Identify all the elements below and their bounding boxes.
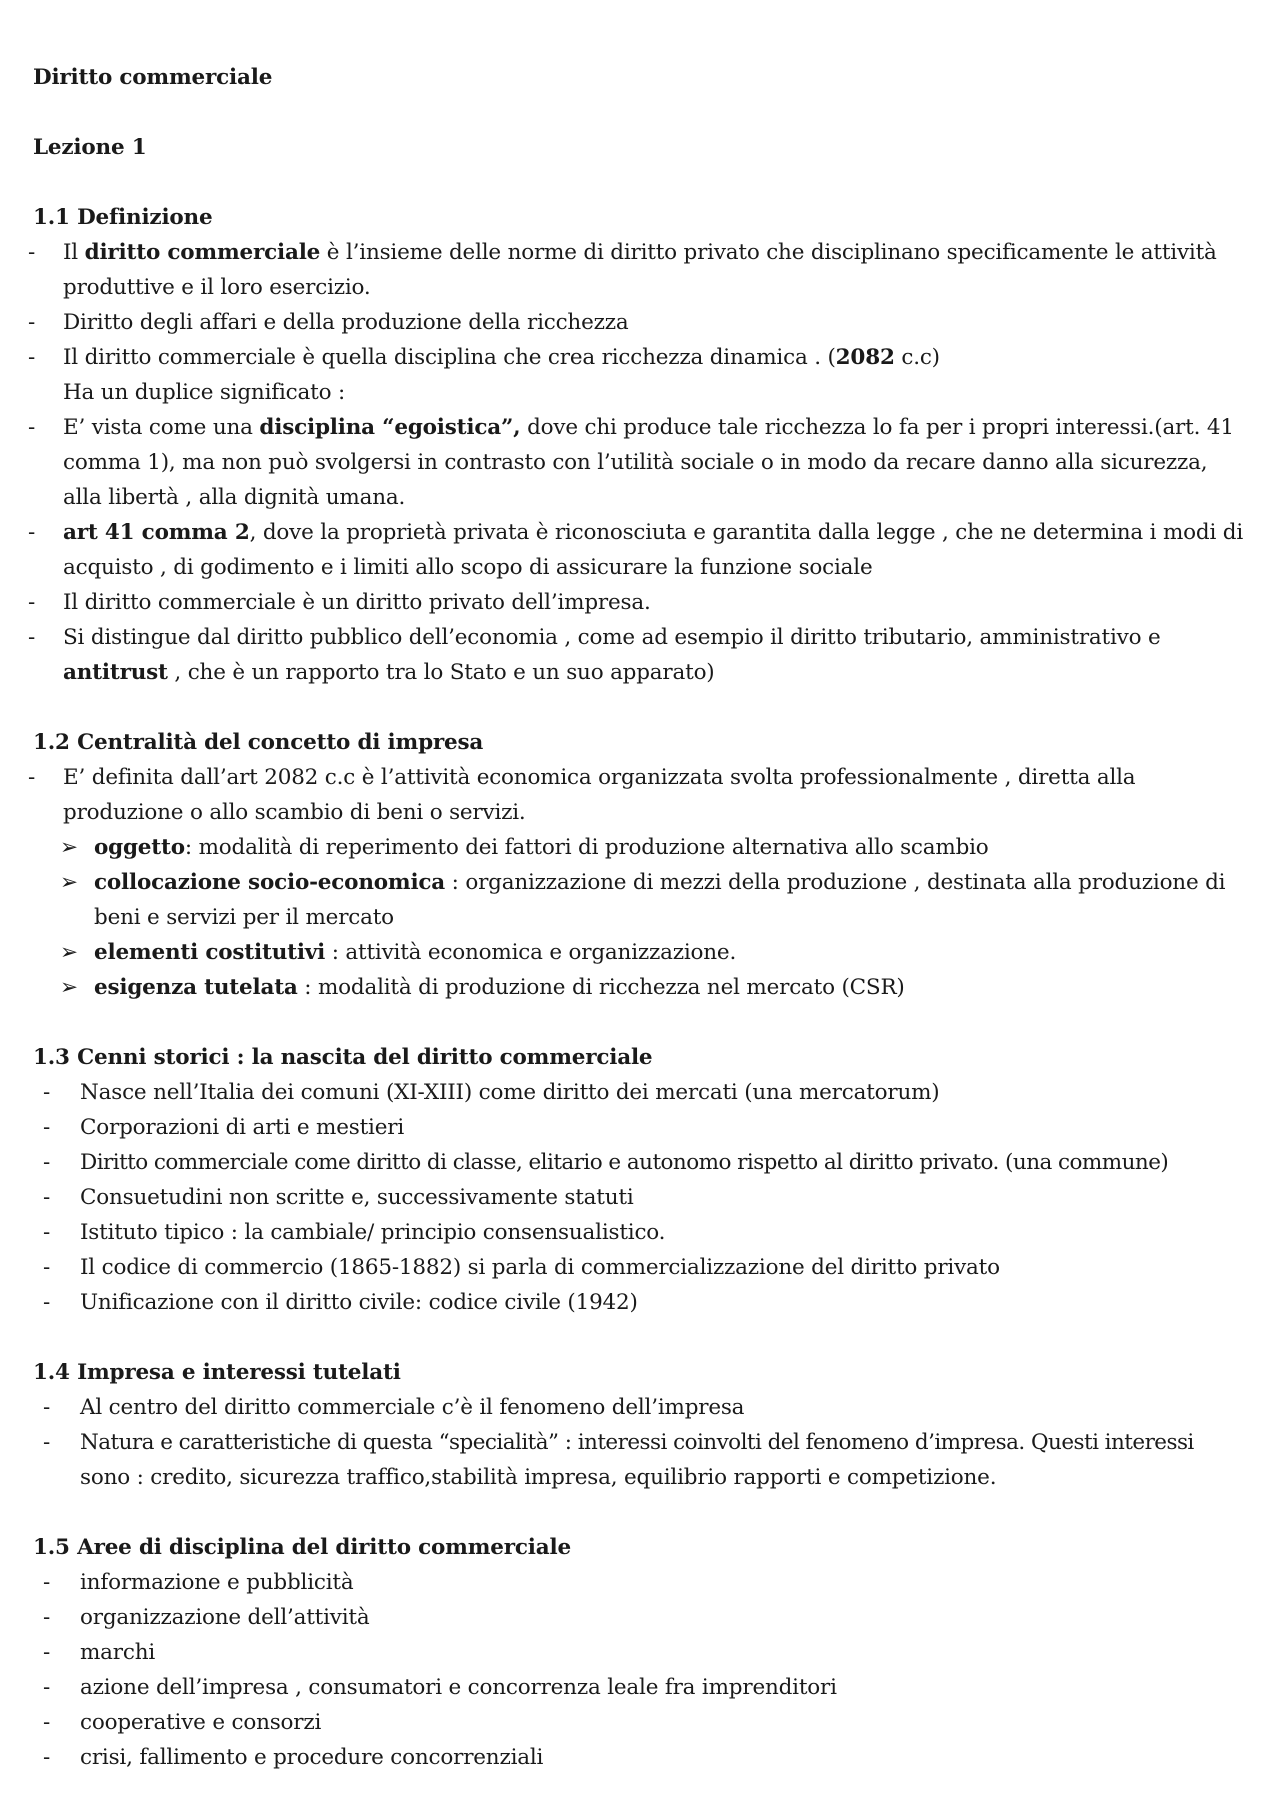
dash-bullet: -: [43, 1430, 51, 1455]
list-item-continuation: acquisto , di godimento e i limiti allo scopo di assicurare la funzione sociale: [63, 555, 873, 580]
list-item: Unificazione con il diritto civile: codice civile (1942): [80, 1290, 638, 1315]
text-run: : modalità di produzione di ricchezza nel mercato (CSR): [297, 975, 905, 1000]
dash-bullet: -: [28, 310, 36, 335]
dash-bullet: -: [43, 1570, 51, 1595]
document-title: Diritto commerciale: [33, 65, 273, 90]
list-item: Il codice di commercio (1865-1882) si parla di commercializzazione del diritto privato: [80, 1255, 1000, 1280]
section-heading: 1.2 Centralità del concetto di impresa: [33, 730, 484, 755]
text-run: è l’insieme delle norme di diritto privato che disciplinano specificamente le attività: [320, 240, 1217, 265]
bold-term: diritto commerciale: [84, 240, 321, 265]
text-run: dove chi produce tale ricchezza lo fa per i propri interessi.(art. 41: [520, 415, 1234, 440]
text-run: : modalità di reperimento dei fattori di produzione alternativa allo scambio: [184, 835, 989, 860]
list-item: E’ definita dall’art 2082 c.c è l’attività economica organizzata svolta professionalmente , diretta alla: [63, 765, 1136, 790]
text-run: : organizzazione di mezzi della produzione , destinata alla produzione di: [445, 870, 1226, 895]
section-heading: 1.1 Definizione: [33, 205, 213, 230]
dash-bullet: -: [43, 1640, 51, 1665]
list-item-continuation: produzione o allo scambio di beni o servizi.: [63, 800, 526, 825]
dash-bullet: -: [43, 1150, 51, 1175]
bold-term: 2082: [835, 345, 895, 370]
dash-bullet: -: [28, 415, 36, 440]
list-item-continuation: alla libertà , alla dignità umana.: [63, 485, 406, 510]
list-item: [63, 235, 1217, 270]
bold-term: collocazione socio-economica: [94, 870, 446, 895]
lesson-heading: Lezione 1: [33, 135, 147, 160]
dash-bullet: -: [43, 1290, 51, 1315]
bold-term: elementi costitutivi: [94, 940, 326, 965]
list-item: Al centro del diritto commerciale c’è il fenomeno dell’impresa: [80, 1395, 745, 1420]
dash-bullet: -: [43, 1185, 51, 1210]
dash-bullet: -: [43, 1220, 51, 1245]
dash-bullet: -: [28, 765, 36, 790]
dash-bullet: -: [43, 1080, 51, 1105]
dash-bullet: -: [28, 590, 36, 615]
list-item: Corporazioni di arti e mestieri: [80, 1115, 404, 1140]
dash-bullet: -: [43, 1395, 51, 1420]
list-item: Il diritto commerciale è un diritto privato dell’impresa.: [63, 590, 651, 615]
list-item: [63, 410, 1234, 445]
arrow-bullet-icon: ➢: [60, 835, 79, 860]
arrow-bullet-icon: ➢: [60, 975, 79, 1000]
list-item: [63, 515, 1243, 550]
list-item: Consuetudini non scritte e, successivamente statuti: [80, 1185, 634, 1210]
dash-bullet: -: [43, 1255, 51, 1280]
text-run: Il: [63, 240, 85, 265]
list-item: cooperative e consorzi: [80, 1710, 322, 1735]
dash-bullet: -: [43, 1710, 51, 1735]
list-item-continuation: [63, 655, 715, 690]
list-item: Istituto tipico : la cambiale/ principio consensualistico.: [80, 1220, 666, 1245]
bold-term: esigenza tutelata: [94, 975, 298, 1000]
section-heading: 1.4 Impresa e interessi tutelati: [33, 1360, 401, 1385]
arrow-bullet-icon: ➢: [60, 940, 79, 965]
list-item: [63, 340, 940, 375]
list-item: crisi, fallimento e procedure concorrenziali: [80, 1745, 544, 1770]
list-item-continuation: sono : credito, sicurezza traffico,stabilità impresa, equilibrio rapporti e competizione.: [80, 1465, 997, 1490]
list-item: organizzazione dell’attività: [80, 1605, 370, 1630]
list-item: Diritto degli affari e della produzione della ricchezza: [63, 310, 629, 335]
list-item-continuation: Ha un duplice significato :: [63, 380, 346, 405]
sub-list-item: [94, 970, 905, 1005]
dash-bullet: -: [43, 1115, 51, 1140]
bold-term: art 41 comma 2: [63, 520, 250, 545]
text-run: E’ vista come una: [63, 415, 260, 440]
text-run: , dove la proprietà privata è riconosciuta e garantita dalla legge , che ne determina i modi di: [249, 520, 1243, 545]
sub-list-item: [94, 865, 1225, 900]
dash-bullet: -: [43, 1745, 51, 1770]
bold-term: oggetto: [94, 835, 185, 860]
list-item: Si distingue dal diritto pubblico dell’economia , come ad esempio il diritto tributario, amministrativo e: [63, 625, 1161, 650]
list-item-continuation: produttive e il loro esercizio.: [63, 275, 371, 300]
list-item: azione dell’impresa , consumatori e concorrenza leale fra imprenditori: [80, 1675, 837, 1700]
section-heading: 1.5 Aree di disciplina del diritto commerciale: [33, 1535, 571, 1560]
dash-bullet: -: [43, 1675, 51, 1700]
bold-term: disciplina “egoistica”,: [259, 415, 521, 440]
list-item: marchi: [80, 1640, 156, 1665]
sub-list-item: [94, 935, 736, 970]
arrow-bullet-icon: ➢: [60, 870, 79, 895]
sub-list-item: [94, 830, 989, 865]
list-item: informazione e pubblicità: [80, 1570, 354, 1595]
list-item: Natura e caratteristiche di questa “specialità” : interessi coinvolti del fenomeno d’impresa. Questi interessi: [80, 1430, 1194, 1455]
bold-term: antitrust: [63, 660, 168, 685]
text-run: c.c): [894, 345, 940, 370]
section-heading: 1.3 Cenni storici : la nascita del diritto commerciale: [33, 1045, 653, 1070]
text-run: Il diritto commerciale è quella disciplina che crea ricchezza dinamica . (: [63, 345, 836, 370]
list-item: Nasce nell’Italia dei comuni (XI-XIII) come diritto dei mercati (una mercatorum): [80, 1080, 940, 1105]
dash-bullet: -: [28, 345, 36, 370]
sub-list-item-continuation: beni e servizi per il mercato: [94, 905, 394, 930]
dash-bullet: -: [28, 625, 36, 650]
text-run: , che è un rapporto tra lo Stato e un suo apparato): [167, 660, 715, 685]
dash-bullet: -: [28, 240, 36, 265]
list-item: Diritto commerciale come diritto di classe, elitario e autonomo rispetto al diritto privato. (una commune): [80, 1150, 1169, 1175]
dash-bullet: -: [28, 520, 36, 545]
text-run: : attività economica e organizzazione.: [325, 940, 737, 965]
list-item-continuation: comma 1), ma non può svolgersi in contrasto con l’utilità sociale o in modo da recare danno alla sicurezza,: [63, 450, 1208, 475]
dash-bullet: -: [43, 1605, 51, 1630]
